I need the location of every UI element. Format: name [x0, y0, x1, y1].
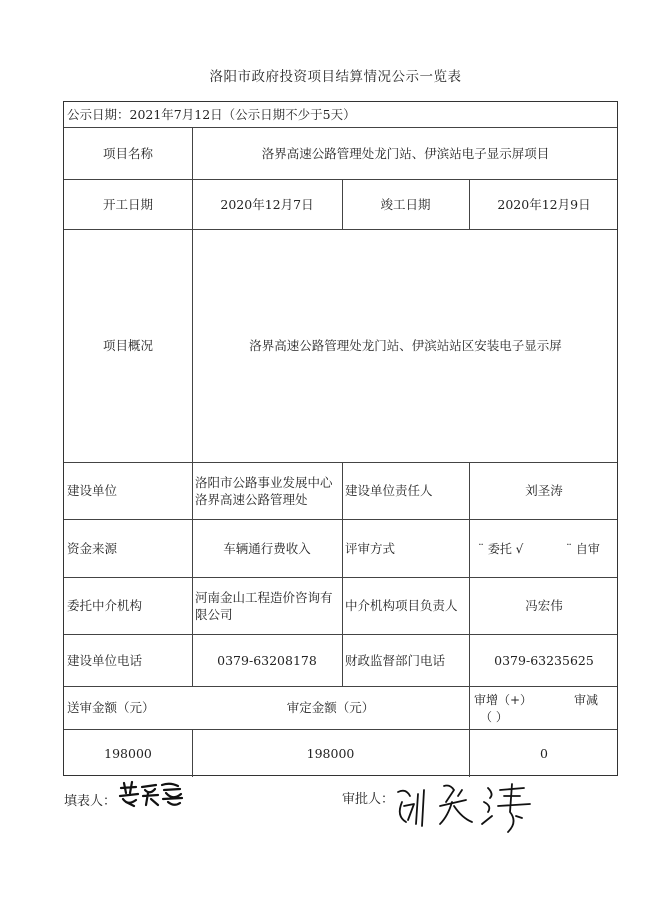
finance-phone-label: 财政监督部门电话: [345, 652, 446, 668]
approved-amount-value: 198000: [306, 745, 355, 761]
project-name-value: 洛界高速公路管理处龙门站、伊滨站电子显示屏项目: [261, 145, 550, 161]
agency-value: [192, 577, 342, 634]
finance-phone-value: 0379-63235625: [494, 652, 594, 668]
agency-lead-label: 中介机构项目负责人: [345, 598, 458, 613]
change-paren: （ ）: [480, 710, 508, 724]
review-option-entrusted: ¨ 委托 √: [478, 542, 524, 556]
builder-phone-value: 0379-63208178: [217, 652, 317, 668]
change-decrease-label: 审减: [574, 693, 599, 707]
fund-source-value: 车辆通行费收入: [223, 540, 311, 556]
submitted-amount-label: 送审金额（元）: [67, 700, 155, 715]
approver-signature: [392, 776, 542, 836]
builder-lead-value: 刘圣涛: [525, 483, 563, 498]
agency-line-1: 河南金山工程造价咨询有: [195, 589, 333, 605]
builder-phone-label: 建设单位电话: [67, 652, 143, 668]
start-date-label: 开工日期: [102, 196, 153, 212]
review-option-self: ¨ 自审: [566, 542, 600, 556]
builder-value: [192, 462, 342, 519]
finish-date-label: 竣工日期: [380, 196, 431, 212]
overview-label: 项目概况: [102, 338, 153, 353]
builder-line-1: 洛阳市公路事业发展中心: [195, 474, 333, 490]
approved-amount-label: 审定金额（元）: [286, 700, 375, 715]
submitted-amount-value: 198000: [104, 745, 152, 761]
approver-label: 审批人：: [342, 792, 395, 807]
builder-lead-label: 建设单位责任人: [345, 483, 433, 498]
filler-label: 填表人：: [64, 794, 117, 809]
filler-signature: [118, 779, 184, 809]
start-date-value: 2020年12月7日: [220, 196, 314, 212]
fund-source-label: 资金来源: [67, 540, 118, 556]
publicity-table: [63, 101, 618, 776]
agency-lead-value: 冯宏伟: [525, 598, 563, 613]
agency-line-2: 限公司: [195, 606, 233, 622]
publish-date: 公示日期：2021年7月12日（公示日期不少于5天）: [67, 107, 356, 122]
change-increase-label: 审增（+）: [474, 693, 533, 707]
project-name-label: 项目名称: [102, 145, 153, 161]
page-title: 洛阳市政府投资项目结算情况公示一览表: [209, 69, 462, 85]
change-amount-value: 0: [540, 745, 548, 761]
builder-label: 建设单位: [67, 483, 118, 498]
agency-label: 委托中介机构: [67, 598, 143, 613]
overview-value: 洛界高速公路管理处龙门站、伊滨站站区安装电子显示屏: [249, 338, 562, 353]
builder-line-2: 洛界高速公路管理处: [195, 491, 308, 507]
finish-date-value: 2020年12月9日: [497, 196, 591, 212]
review-method-label: 评审方式: [345, 540, 396, 556]
